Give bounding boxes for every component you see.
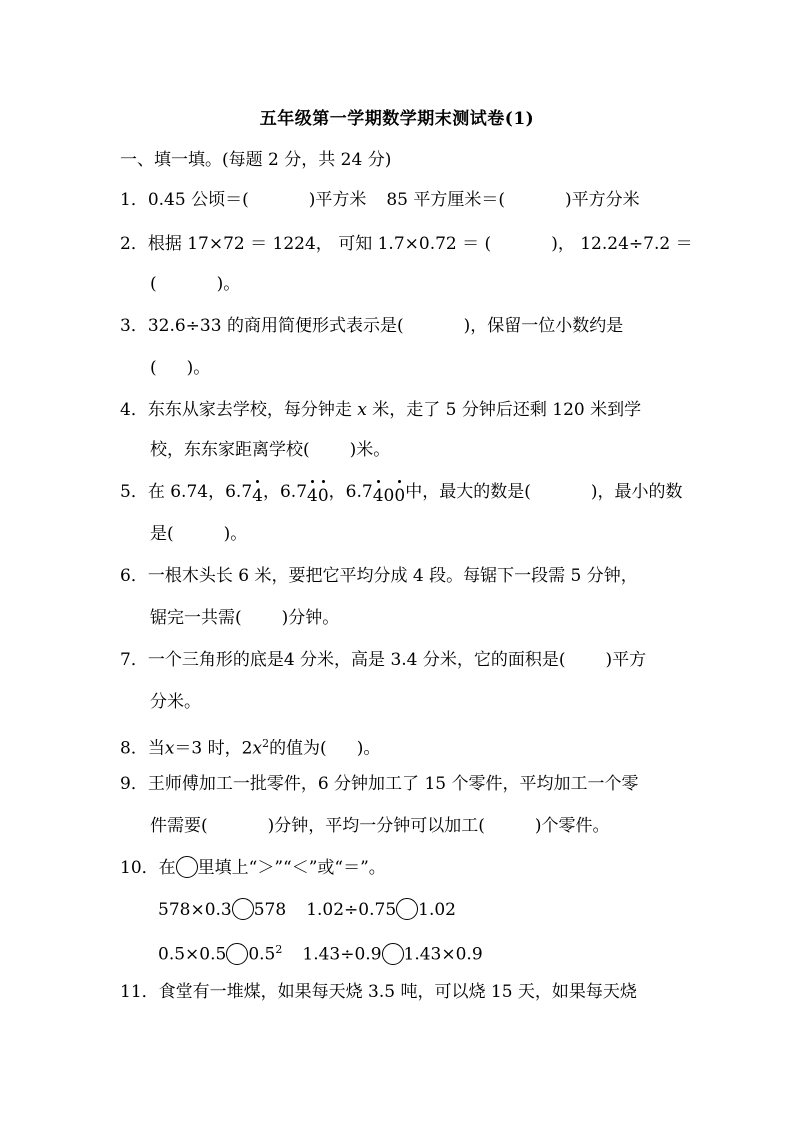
question-3: 3．32.6÷33 的商用简便形式表示是( )，保留一位小数约是 bbox=[120, 316, 624, 336]
question-7-cont: 分米。 bbox=[150, 692, 201, 712]
question-5: 5．在 6.74，6.74，6.740，6.7400中，最大的数是( )，最小的数 bbox=[120, 482, 683, 506]
repeating-digit: 0 bbox=[394, 486, 406, 506]
question-9-cont: 件需要( )分钟，平均一分钟可以加工( )个零件。 bbox=[150, 816, 610, 836]
repeating-digit: 4 bbox=[307, 486, 318, 506]
question-6-cont: 锯完一共需( )分钟。 bbox=[150, 608, 340, 628]
compare-circle[interactable] bbox=[382, 943, 404, 965]
question-8: 8．当x＝3 时，$2x^2$的值为( )。 bbox=[120, 737, 381, 759]
compare-circle[interactable] bbox=[226, 943, 248, 965]
question-11: 11．食堂有一堆煤，如果每天烧 3.5 吨，可以烧 15 天，如果每天烧 bbox=[120, 982, 637, 1002]
question-10-row-2: 0.5×0.5 $0.5^2$ 1.43÷0.9 1.43×0.9 bbox=[158, 943, 483, 965]
question-2-cont: ( )。 bbox=[150, 274, 241, 294]
circle-icon bbox=[176, 856, 198, 878]
question-9: 9．王师傅加工一批零件，6 分钟加工了 15 个零件，平均加工一个零 bbox=[120, 774, 639, 794]
question-10: 10．在 里填上“＞”“＜”或“＝”。 bbox=[120, 858, 386, 878]
question-1: 1．0.45 公顷＝( )平方米 85 平方厘米＝( )平方分米 bbox=[120, 190, 640, 210]
question-4-cont: 校，东东家距离学校( )米。 bbox=[150, 440, 391, 460]
compare-circle[interactable] bbox=[232, 898, 254, 920]
repeating-digit: 4 bbox=[372, 486, 384, 506]
question-10-row-1: 578×0.3 578 1.02÷0.75 1.02 bbox=[158, 900, 456, 920]
page-title: 五年级第一学期数学期末测试卷(1) bbox=[259, 109, 535, 129]
question-7: 7．一个三角形的底是4 分米，高是 3.4 分米，它的面积是( )平方 bbox=[120, 650, 647, 670]
question-2: 2．根据 17×72 ＝ 1224， 可知 1.7×0.72 ＝ ( )， 12.24÷7.2 ＝ bbox=[120, 234, 693, 254]
question-4: 4．东东从家去学校，每分钟走 x 米，走了 5 分钟后还剩 120 米到学 bbox=[120, 400, 642, 420]
compare-circle[interactable] bbox=[396, 898, 418, 920]
question-3-cont: ( )。 bbox=[150, 358, 211, 378]
question-5-cont: 是( )。 bbox=[150, 524, 248, 544]
repeating-digit: 0 bbox=[317, 486, 329, 506]
repeating-digit: 4 bbox=[252, 486, 263, 506]
question-6: 6．一根木头长 6 米，要把它平均分成 4 段。每锯下一段需 5 分钟， bbox=[120, 566, 638, 586]
section-heading: 一、填一填。(每题 2 分，共 24 分) bbox=[120, 150, 392, 170]
